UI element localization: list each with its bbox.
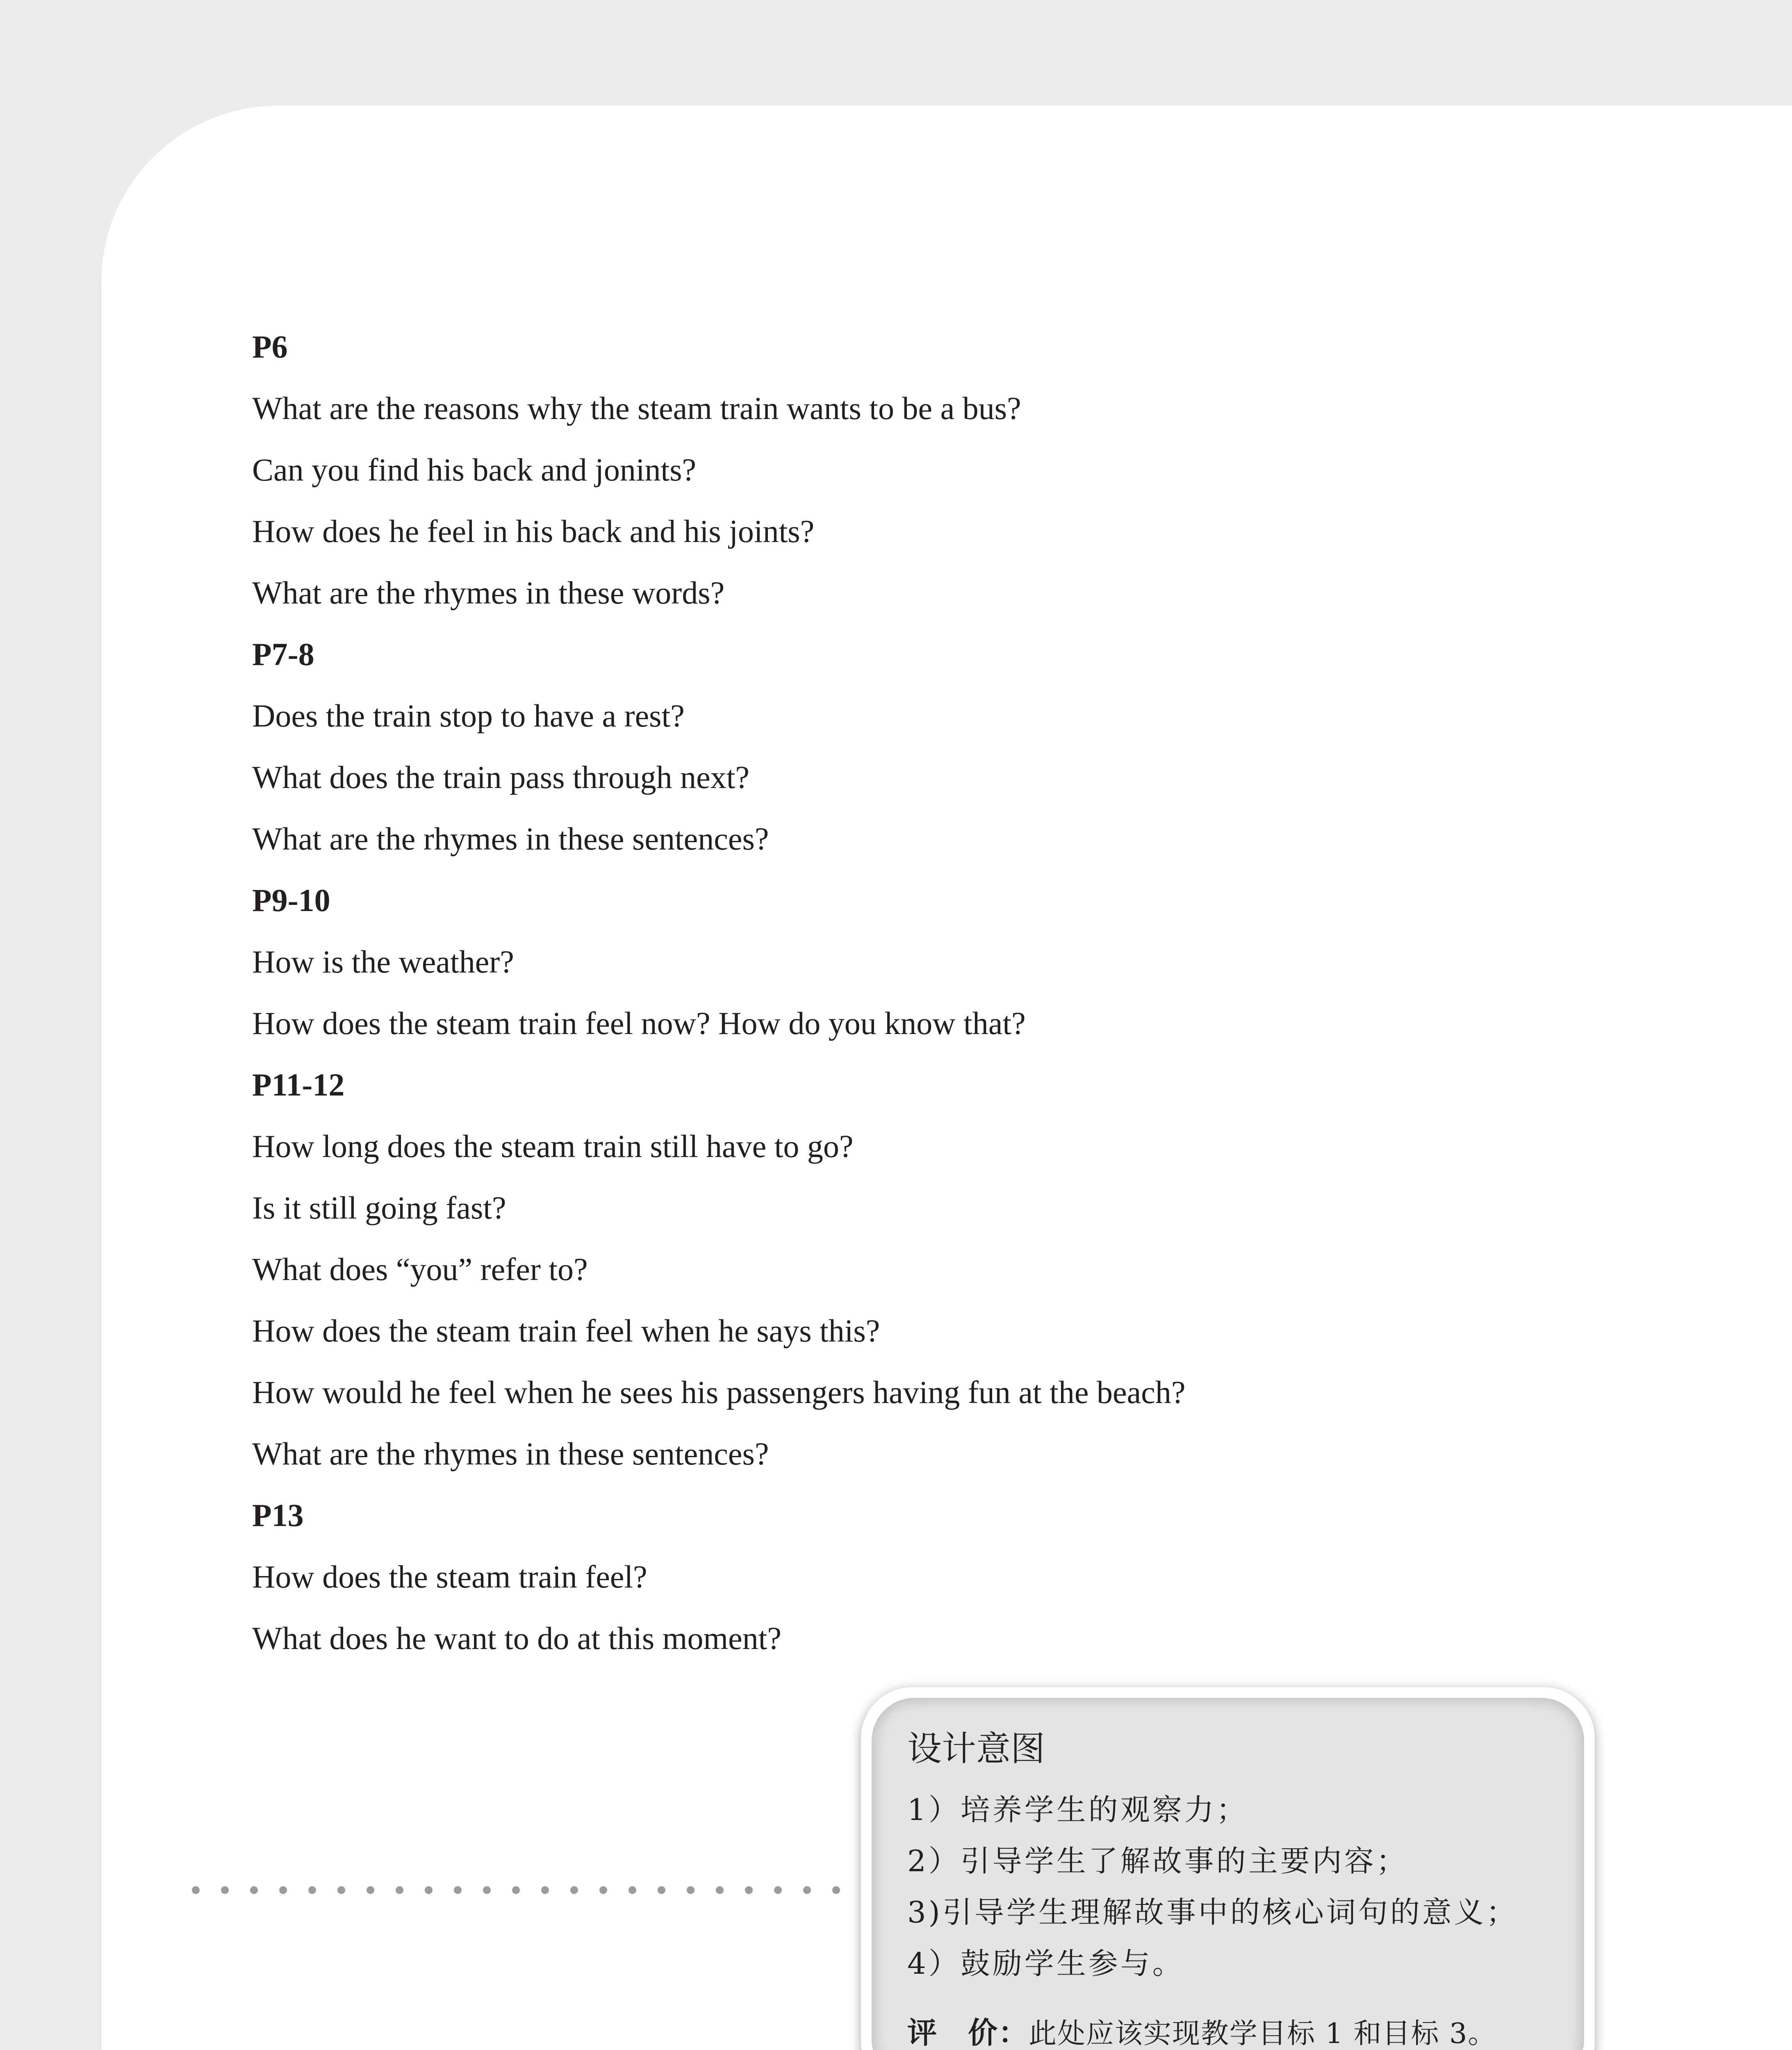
section-heading: P7-8 bbox=[252, 636, 314, 672]
section-heading: P13 bbox=[252, 1497, 304, 1533]
design-intent-item: 2）引导学生了解故事的主要内容； bbox=[907, 1844, 1408, 1878]
design-intent-item: 4）鼓励学生参与。 bbox=[907, 1946, 1184, 1981]
design-intent-list bbox=[907, 1784, 1518, 1989]
question-line: How is the weather? bbox=[252, 944, 514, 979]
question-line: Does the train stop to have a rest? bbox=[252, 698, 685, 733]
question-list bbox=[252, 316, 1185, 1669]
question-line: Can you find his back and jonints? bbox=[252, 452, 697, 487]
question-line: How does the steam train feel when he says this? bbox=[252, 1313, 880, 1348]
evaluation-text: 此处应该实现教学目标 1 和目标 3。 bbox=[1029, 2018, 1497, 2050]
question-line: What does “you” refer to? bbox=[252, 1251, 588, 1287]
design-intent-item: 3)引导学生理解故事中的核心词句的意义； bbox=[907, 1895, 1518, 1929]
question-line: What are the reasons why the steam train wants to be a bus? bbox=[252, 390, 1021, 426]
question-line: What does the train pass through next? bbox=[252, 759, 749, 795]
evaluation-label: 评 价： bbox=[907, 2016, 1029, 2050]
question-line: How does the steam train feel now? How do you know that? bbox=[252, 1005, 1026, 1041]
evaluation-line bbox=[907, 2007, 1496, 2050]
design-intent-item: 1）培养学生的观察力； bbox=[907, 1793, 1248, 1827]
section-heading: P9-10 bbox=[252, 882, 330, 918]
design-intent-box bbox=[861, 1687, 1595, 2050]
design-intent-title: 设计意图 bbox=[907, 1729, 1045, 1769]
question-line: What are the rhymes in these sentences? bbox=[252, 1436, 769, 1471]
question-line: What are the rhymes in these sentences? bbox=[252, 821, 769, 856]
section-heading: P11-12 bbox=[252, 1067, 345, 1102]
dotted-divider bbox=[181, 1886, 851, 1894]
question-line: Is it still going fast? bbox=[252, 1190, 506, 1225]
question-line: How would he feel when he sees his passengers having fun at the beach? bbox=[252, 1374, 1186, 1410]
question-line: How long does the steam train still have to go? bbox=[252, 1128, 854, 1164]
question-line: How does the steam train feel? bbox=[252, 1559, 647, 1594]
question-line: What does he want to do at this moment? bbox=[252, 1620, 782, 1656]
section-heading: P6 bbox=[252, 329, 288, 364]
question-line: What are the rhymes in these words? bbox=[252, 575, 725, 610]
question-line: How does he feel in his back and his joints? bbox=[252, 513, 815, 549]
